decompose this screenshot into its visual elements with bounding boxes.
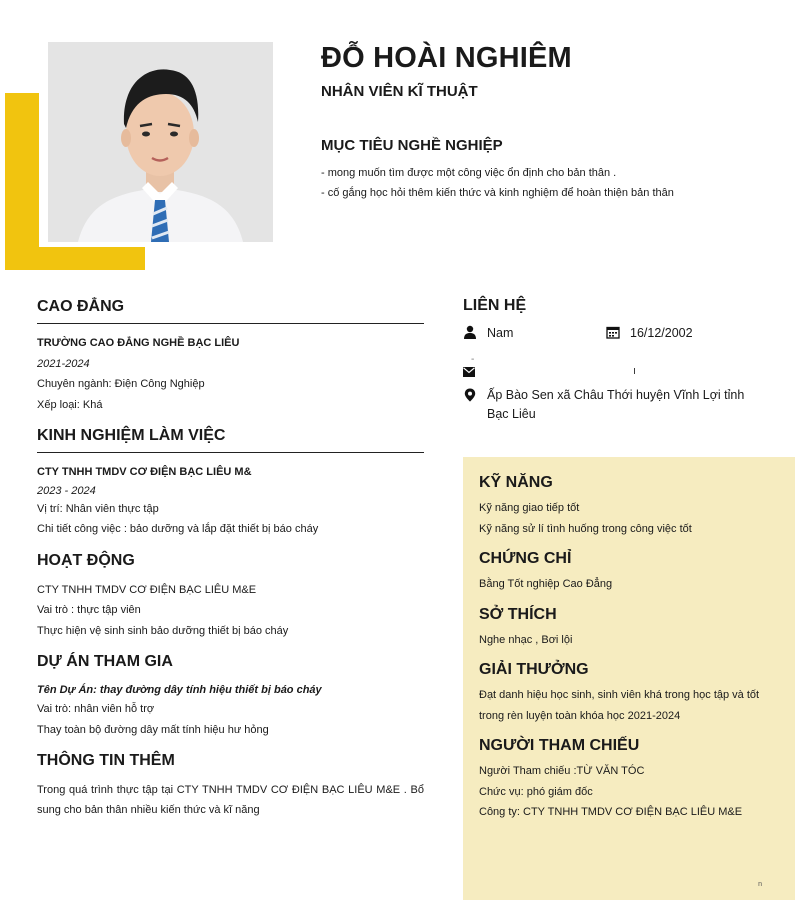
reference-item: Chức vụ: phó giám đốc: [479, 785, 593, 798]
skills-heading: KỸ NĂNG: [479, 474, 553, 491]
full-name: ĐỖ HOÀI NGHIÊM: [321, 42, 572, 74]
experience-details: Chi tiết công việc : bảo dưỡng và lắp đặt thiết bị báo cháy: [37, 523, 319, 535]
contact-section: [463, 297, 763, 424]
left-column: [37, 298, 424, 832]
education-heading: CAO ĐẲNG: [37, 298, 424, 324]
reference-item: Công ty: CTY TNHH TMDV CƠ ĐIỆN BẠC LIÊU M&E: [479, 806, 743, 818]
skill-item: Kỹ năng giao tiếp tốt: [479, 502, 580, 514]
hobbies-section: [479, 606, 779, 651]
objective-list: [321, 163, 741, 203]
activity-line: Thực hiện vệ sinh sinh bảo dưỡng thiết bị báo cháy: [37, 624, 289, 637]
experience-section: [37, 427, 424, 540]
person-icon: [463, 325, 477, 339]
experience-company: CTY TNHH TMDV CƠ ĐIỆN BẠC LIÊU M&: [37, 466, 252, 478]
dob-value: 16/12/2002: [630, 326, 693, 340]
project-title: Tên Dự Án: thay đường dây tính hiệu thiết bị báo cháy: [37, 684, 322, 696]
accent-bar: [5, 93, 39, 270]
certificates-section: [479, 550, 779, 595]
references-heading: NGƯỜI THAM CHIẾU: [479, 737, 640, 754]
objective-item: - cố gắng học hỏi thêm kiến thức và kinh nghiệm để hoàn thiện bản thân: [321, 187, 674, 199]
reference-item: Người Tham chiếu :TỪ VĂN TÓC: [479, 765, 645, 777]
skills-section: [479, 474, 779, 539]
school-name: TRƯỜNG CAO ĐẲNG NGHỀ BẠC LIÊU: [37, 337, 240, 349]
gender-value: Nam: [487, 326, 514, 340]
skill-item: Kỹ năng sử lí tình huống trong công việc tốt: [479, 522, 692, 535]
hobbies-heading: SỞ THÍCH: [479, 605, 557, 623]
contact-row-personal: [463, 324, 763, 346]
envelope-icon: [463, 367, 475, 377]
certificate-item: Bằng Tốt nghiệp Cao Đẳng: [479, 578, 613, 590]
contact-row-address: [463, 386, 763, 424]
dob-group: [606, 324, 693, 343]
panel-mark: n: [758, 881, 762, 888]
education-grade: Xếp loại: Khá: [37, 398, 103, 411]
objective-heading: MỤC TIÊU NGHỀ NGHIỆP: [321, 137, 503, 154]
activity-line: CTY TNHH TMDV CƠ ĐIỆN BẠC LIÊU M&E: [37, 583, 257, 596]
additional-info-text: Trong quá trình thực tập tại CTY TNHH TMDV CƠ ĐIỆN BẠC LIÊU M&E . Bổ sung cho bản thân nhiều kiến thức và kĩ năng: [37, 784, 424, 816]
address-value: Ấp Bào Sen xã Châu Thới huyện Vĩnh Lợi tỉnh Bạc Liêu: [487, 388, 745, 421]
contact-row-email: [463, 364, 763, 384]
experience-position: Vị trí: Nhân viên thực tập: [37, 502, 159, 515]
awards-section: [479, 661, 779, 726]
projects-section: [37, 653, 424, 740]
additional-info-section: [37, 752, 424, 820]
project-line: Thay toàn bộ đường dây mất tính hiệu hư hỏng: [37, 723, 269, 736]
references-section: [479, 737, 779, 823]
contact-row-phone: [463, 350, 763, 364]
hobby-item: Nghe nhạc , Bơi lội: [479, 633, 573, 646]
objective-item: - mong muốn tìm được một công việc ổn định cho bản thân .: [321, 167, 617, 179]
projects-heading: DỰ ÁN THAM GIA: [37, 653, 173, 670]
job-title: NHÂN VIÊN KĨ THUẬT: [321, 83, 478, 100]
email-value: ı: [633, 365, 637, 377]
education-period: 2021-2024: [37, 357, 90, 370]
awards-heading: GIẢI THƯỞNG: [479, 661, 589, 678]
award-item: Đạt danh hiệu học sinh, sinh viên khá trong học tập và tốt trong rèn luyện toàn khóa học 2021-2024: [479, 689, 760, 722]
experience-period: 2023 - 2024: [37, 484, 96, 497]
activities-heading: HOẠT ĐỘNG: [37, 551, 135, 569]
location-pin-icon: [463, 388, 477, 402]
sidebar-panel: [463, 457, 795, 900]
education-major: Chuyên ngành: Điện Công Nghiệp: [37, 378, 205, 390]
accent-bar-bottom: [5, 247, 145, 270]
profile-photo: [48, 42, 273, 242]
additional-info-heading: THÔNG TIN THÊM: [37, 752, 175, 769]
activities-section: [37, 552, 424, 642]
certificates-heading: CHỨNG CHỈ: [479, 550, 572, 567]
activity-line: Vai trò : thực tập viên: [37, 604, 141, 616]
calendar-icon: [606, 325, 620, 339]
contact-heading: LIÊN HỆ: [463, 297, 527, 314]
phone-mark: -: [471, 354, 475, 365]
project-line: Vai trò: nhân viên hỗ trợ: [37, 703, 155, 715]
experience-heading: KINH NGHIỆM LÀM VIỆC: [37, 427, 424, 453]
education-section: [37, 298, 424, 415]
